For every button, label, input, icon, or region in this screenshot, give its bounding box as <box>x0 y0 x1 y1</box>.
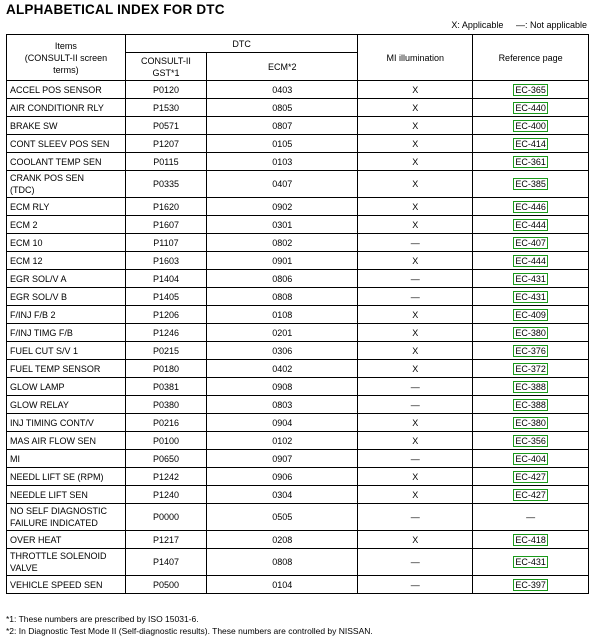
legend <box>451 20 587 30</box>
reference-cell <box>473 378 589 396</box>
consult-gst-cell: P0381 <box>125 378 206 396</box>
mi-illumination-cell: X <box>358 117 473 135</box>
table-row <box>7 252 589 270</box>
consult-gst-cell: P0650 <box>125 450 206 468</box>
consult-gst-cell: P0335 <box>125 171 206 198</box>
item-cell: ACCEL POS SENSOR <box>7 81 126 99</box>
consult-gst-cell: P0120 <box>125 81 206 99</box>
item-cell: ECM 10 <box>7 234 126 252</box>
item-cell: GLOW RELAY <box>7 396 126 414</box>
reference-page-link[interactable]: EC-397 <box>515 579 546 590</box>
item-cell: GLOW LAMP <box>7 378 126 396</box>
ecm-code-cell: 0407 <box>207 171 358 198</box>
reference-cell <box>473 531 589 549</box>
table-row <box>7 171 589 198</box>
ecm-code-cell: 0901 <box>207 252 358 270</box>
item-cell: NEEDLE LIFT SEN <box>7 486 126 504</box>
reference-page-link[interactable]: EC-356 <box>515 435 546 446</box>
reference-cell <box>473 135 589 153</box>
consult-gst-cell: P0180 <box>125 360 206 378</box>
reference-cell <box>473 432 589 450</box>
consult-gst-cell: P1530 <box>125 99 206 117</box>
reference-page-link[interactable]: EC-407 <box>515 237 546 248</box>
item-cell: CRANK POS SEN (TDC) <box>7 171 126 198</box>
table-body <box>7 81 589 594</box>
item-cell: ECM RLY <box>7 198 126 216</box>
ecm-code-cell: 0201 <box>207 324 358 342</box>
reference-page-link[interactable]: EC-372 <box>515 363 546 374</box>
consult-gst-cell: P1603 <box>125 252 206 270</box>
reference-page-link[interactable]: EC-427 <box>515 489 546 500</box>
table-row <box>7 135 589 153</box>
ecm-code-cell: 0105 <box>207 135 358 153</box>
ecm-code-cell: 0904 <box>207 414 358 432</box>
reference-page-link[interactable]: EC-409 <box>515 309 546 320</box>
mi-illumination-cell: X <box>358 486 473 504</box>
ecm-code-cell: 0402 <box>207 360 358 378</box>
consult-gst-cell: P1206 <box>125 306 206 324</box>
ecm-code-cell: 0807 <box>207 117 358 135</box>
ecm-code-cell: 0902 <box>207 198 358 216</box>
mi-illumination-cell: X <box>358 531 473 549</box>
reference-page-link[interactable]: EC-431 <box>515 557 546 567</box>
mi-illumination-cell: X <box>358 171 473 198</box>
mi-illumination-cell: — <box>358 396 473 414</box>
table-row <box>7 198 589 216</box>
consult-gst-header: CONSULT-II GST*1 <box>125 53 206 81</box>
table-row <box>7 270 589 288</box>
item-cell: OVER HEAT <box>7 531 126 549</box>
ecm-code-cell: 0802 <box>207 234 358 252</box>
consult-gst-cell: P0380 <box>125 396 206 414</box>
table-row <box>7 342 589 360</box>
items-header: Items (CONSULT-II screen terms) <box>7 35 126 81</box>
mi-illumination-cell: — <box>358 288 473 306</box>
reference-cell <box>473 324 589 342</box>
mi-illumination-cell: X <box>358 99 473 117</box>
reference-cell <box>473 414 589 432</box>
consult-gst-cell: P0115 <box>125 153 206 171</box>
reference-page-link[interactable]: EC-431 <box>515 273 546 284</box>
reference-cell <box>473 549 589 576</box>
reference-cell: — <box>473 504 589 531</box>
mi-illumination-cell: — <box>358 378 473 396</box>
reference-page-link[interactable]: EC-388 <box>515 399 546 410</box>
ecm-code-cell: 0208 <box>207 531 358 549</box>
mi-illumination-cell: X <box>358 252 473 270</box>
table-row <box>7 432 589 450</box>
table-row <box>7 216 589 234</box>
reference-page-link[interactable]: EC-380 <box>515 417 546 428</box>
item-cell: ECM 12 <box>7 252 126 270</box>
consult-gst-cell: P0216 <box>125 414 206 432</box>
reference-page-link[interactable]: EC-444 <box>515 219 546 230</box>
footnote-1: *1: These numbers are prescribed by ISO 15031-6. <box>6 614 199 624</box>
reference-cell <box>473 468 589 486</box>
table-row <box>7 396 589 414</box>
reference-cell <box>473 360 589 378</box>
reference-page-link[interactable]: EC-427 <box>515 471 546 482</box>
reference-page-link[interactable]: EC-376 <box>515 345 546 356</box>
mi-illumination-cell: — <box>358 270 473 288</box>
consult-gst-cell: P0215 <box>125 342 206 360</box>
reference-cell <box>473 171 589 198</box>
consult-gst-cell: P1620 <box>125 198 206 216</box>
item-cell: COOLANT TEMP SEN <box>7 153 126 171</box>
reference-page-link[interactable]: EC-361 <box>515 156 546 167</box>
reference-cell <box>473 306 589 324</box>
ecm-code-cell: 0806 <box>207 270 358 288</box>
reference-page-link[interactable]: EC-385 <box>515 179 546 189</box>
reference-page-link[interactable]: EC-404 <box>515 453 546 464</box>
table-row <box>7 450 589 468</box>
reference-page-link[interactable]: EC-388 <box>515 381 546 392</box>
consult-gst-cell: P1607 <box>125 216 206 234</box>
item-cell: BRAKE SW <box>7 117 126 135</box>
reference-cell <box>473 576 589 594</box>
table-row <box>7 378 589 396</box>
consult-gst-cell: P1207 <box>125 135 206 153</box>
table-row <box>7 153 589 171</box>
ecm-code-cell: 0803 <box>207 396 358 414</box>
reference-cell <box>473 252 589 270</box>
item-cell: EGR SOL/V B <box>7 288 126 306</box>
reference-page-link[interactable]: EC-365 <box>515 84 546 95</box>
table-row <box>7 288 589 306</box>
item-cell: MI <box>7 450 126 468</box>
ecm-code-cell: 0301 <box>207 216 358 234</box>
mi-illumination-cell: X <box>358 135 473 153</box>
reference-page-link[interactable]: EC-431 <box>515 291 546 302</box>
mi-illumination-cell: — <box>358 504 473 531</box>
consult-gst-cell: P1404 <box>125 270 206 288</box>
consult-gst-cell: P1242 <box>125 468 206 486</box>
table-row <box>7 117 589 135</box>
ecm-code-cell: 0103 <box>207 153 358 171</box>
ecm-code-cell: 0906 <box>207 468 358 486</box>
item-cell: THROTTLE SOLENOID VALVE <box>7 549 126 576</box>
reference-cell <box>473 153 589 171</box>
table-row <box>7 234 589 252</box>
table-row <box>7 360 589 378</box>
mi-illumination-cell: — <box>358 576 473 594</box>
ecm-code-cell: 0104 <box>207 576 358 594</box>
table-row <box>7 576 589 594</box>
reference-page-link[interactable]: EC-400 <box>515 120 546 131</box>
mi-illumination-cell: X <box>358 468 473 486</box>
legend-applicable: X: Applicable <box>451 20 504 30</box>
dtc-index-table <box>6 34 589 594</box>
mi-illumination-cell: X <box>358 153 473 171</box>
ecm-code-cell: 0805 <box>207 99 358 117</box>
ecm-code-cell: 0403 <box>207 81 358 99</box>
consult-gst-cell: P1246 <box>125 324 206 342</box>
mi-illumination-cell: — <box>358 450 473 468</box>
ecm-code-cell: 0808 <box>207 288 358 306</box>
legend-not-applicable: —: Not applicable <box>515 20 587 30</box>
reference-cell <box>473 198 589 216</box>
item-cell: AIR CONDITIONR RLY <box>7 99 126 117</box>
table-row <box>7 486 589 504</box>
footnotes <box>6 613 373 637</box>
reference-page-header: Reference page <box>473 35 589 81</box>
table-row <box>7 531 589 549</box>
consult-gst-cell: P0000 <box>125 504 206 531</box>
reference-cell <box>473 117 589 135</box>
consult-gst-cell: P0100 <box>125 432 206 450</box>
ecm-header: ECM*2 <box>207 53 358 81</box>
ecm-code-cell: 0102 <box>207 432 358 450</box>
table-row <box>7 504 589 531</box>
reference-page-link[interactable]: EC-440 <box>515 102 546 113</box>
consult-gst-cell: P1217 <box>125 531 206 549</box>
reference-cell <box>473 81 589 99</box>
item-cell: NEEDL LIFT SE (RPM) <box>7 468 126 486</box>
page-title: ALPHABETICAL INDEX FOR DTC <box>6 2 225 17</box>
ecm-code-cell: 0306 <box>207 342 358 360</box>
item-cell: FUEL TEMP SENSOR <box>7 360 126 378</box>
mi-illumination-cell: X <box>358 360 473 378</box>
ecm-code-cell: 0808 <box>207 549 358 576</box>
reference-page-link[interactable]: EC-414 <box>515 138 546 149</box>
consult-gst-cell: P1107 <box>125 234 206 252</box>
mi-illumination-cell: — <box>358 234 473 252</box>
mi-illumination-cell: X <box>358 216 473 234</box>
item-cell: MAS AIR FLOW SEN <box>7 432 126 450</box>
table-row <box>7 99 589 117</box>
reference-cell <box>473 342 589 360</box>
reference-cell <box>473 450 589 468</box>
table-row <box>7 468 589 486</box>
item-cell: INJ TIMING CONT/V <box>7 414 126 432</box>
consult-gst-cell: P1405 <box>125 288 206 306</box>
table-row <box>7 549 589 576</box>
mi-illumination-cell: X <box>358 342 473 360</box>
reference-cell <box>473 486 589 504</box>
item-cell: NO SELF DIAGNOSTIC FAILURE INDICATED <box>7 504 126 531</box>
consult-gst-cell: P1240 <box>125 486 206 504</box>
item-cell: EGR SOL/V A <box>7 270 126 288</box>
table-row <box>7 324 589 342</box>
table-row <box>7 81 589 99</box>
reference-page-link[interactable]: EC-418 <box>515 534 546 545</box>
reference-cell <box>473 396 589 414</box>
mi-illumination-cell: X <box>358 324 473 342</box>
ecm-code-cell: 0108 <box>207 306 358 324</box>
reference-page-link[interactable]: EC-446 <box>515 201 546 212</box>
reference-cell <box>473 216 589 234</box>
mi-illumination-cell: X <box>358 81 473 99</box>
dtc-header: DTC <box>125 35 358 53</box>
mi-illumination-cell: X <box>358 306 473 324</box>
mi-illumination-cell: X <box>358 432 473 450</box>
reference-cell <box>473 99 589 117</box>
reference-cell <box>473 288 589 306</box>
reference-page-link[interactable]: EC-380 <box>515 327 546 338</box>
item-cell: ECM 2 <box>7 216 126 234</box>
ecm-code-cell: 0304 <box>207 486 358 504</box>
mi-illumination-cell: — <box>358 549 473 576</box>
item-cell: F/INJ F/B 2 <box>7 306 126 324</box>
ecm-code-cell: 0907 <box>207 450 358 468</box>
ecm-code-cell: 0908 <box>207 378 358 396</box>
table-row <box>7 306 589 324</box>
item-cell: F/INJ TIMG F/B <box>7 324 126 342</box>
reference-cell <box>473 234 589 252</box>
mi-illumination-cell: X <box>358 414 473 432</box>
footnote-2: *2: In Diagnostic Test Mode II (Self-diagnostic results). These numbers are controlled by NISSAN. <box>6 626 373 636</box>
item-cell: FUEL CUT S/V 1 <box>7 342 126 360</box>
item-cell: VEHICLE SPEED SEN <box>7 576 126 594</box>
mi-illumination-cell: X <box>358 198 473 216</box>
reference-cell <box>473 270 589 288</box>
consult-gst-cell: P0500 <box>125 576 206 594</box>
ecm-code-cell: 0505 <box>207 504 358 531</box>
consult-gst-cell: P0571 <box>125 117 206 135</box>
consult-gst-cell: P1407 <box>125 549 206 576</box>
table-row <box>7 414 589 432</box>
reference-page-link[interactable]: EC-444 <box>515 255 546 266</box>
item-cell: CONT SLEEV POS SEN <box>7 135 126 153</box>
mi-illumination-header: MI illumination <box>358 35 473 81</box>
